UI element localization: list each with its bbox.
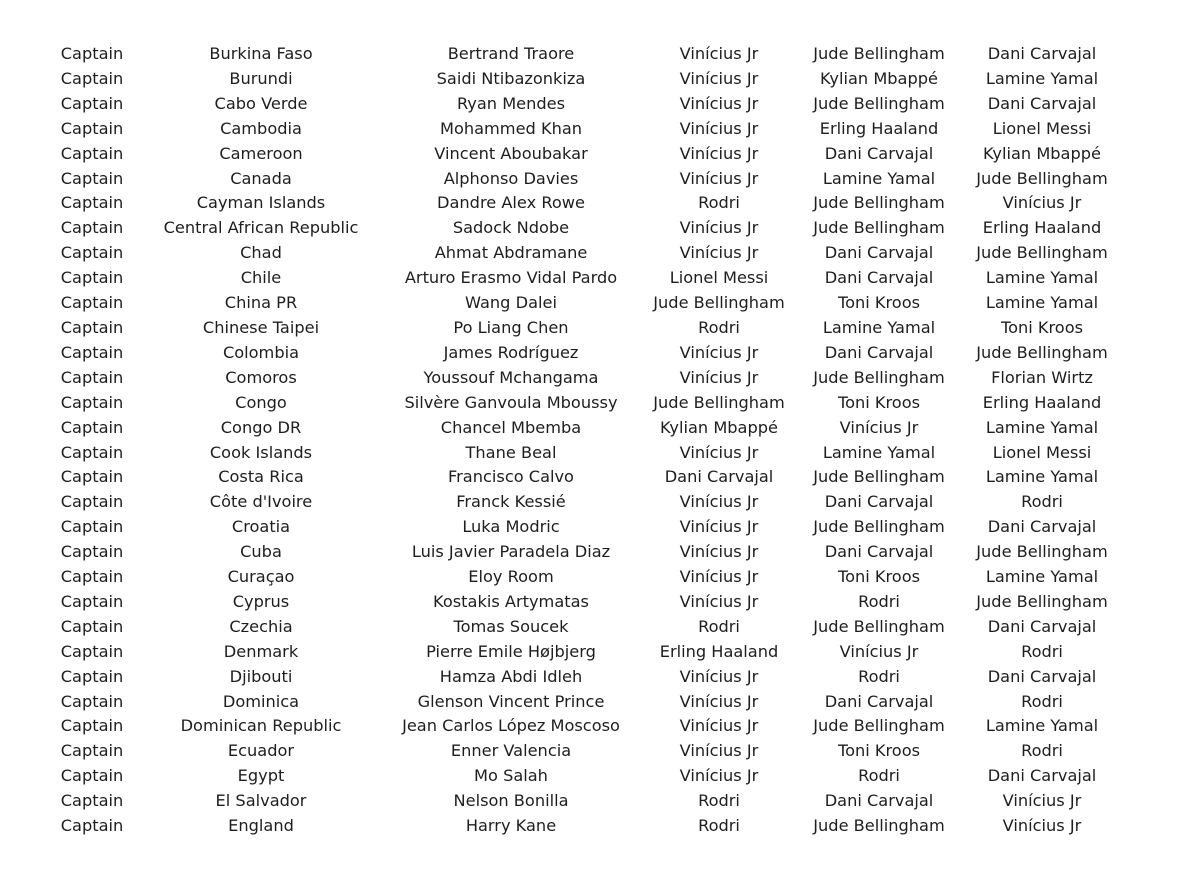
first-choice-cell: Vinícius Jr xyxy=(679,542,759,562)
country-cell: Burkina Faso xyxy=(209,44,313,63)
table-row xyxy=(50,615,1130,640)
first-choice-cell: Rodri xyxy=(698,791,740,811)
category-cell: Captain xyxy=(60,143,124,163)
table-row xyxy=(50,341,1130,366)
third-choice-cell: Lamine Yamal xyxy=(985,68,1099,88)
third-choice-cell: Jude Bellingham xyxy=(976,168,1108,188)
category-cell: Captain xyxy=(60,567,124,587)
third-choice-cell: Dani Carvajal xyxy=(987,616,1097,636)
first-choice-cell: Vinícius Jr xyxy=(679,666,759,686)
first-choice-cell: Jude Bellingham xyxy=(653,293,785,313)
third-choice-cell: Jude Bellingham xyxy=(976,342,1108,362)
voter-cell: Wang Dalei xyxy=(465,293,557,313)
table-row xyxy=(50,42,1130,67)
table-row xyxy=(50,515,1130,540)
country-cell: Cabo Verde xyxy=(214,93,308,113)
third-choice-cell: Kylian Mbappé xyxy=(982,143,1101,163)
first-choice-cell: Vinícius Jr xyxy=(679,691,759,711)
second-choice-cell: Dani Carvajal xyxy=(824,542,934,562)
table-row xyxy=(50,764,1130,789)
third-choice-cell: Jude Bellingham xyxy=(976,542,1108,562)
second-choice-cell: Dani Carvajal xyxy=(824,791,934,811)
third-choice-cell: Erling Haaland xyxy=(982,218,1102,238)
country-cell: Denmark xyxy=(223,641,299,661)
first-choice-cell: Erling Haaland xyxy=(659,641,779,661)
votes-table xyxy=(50,42,1130,839)
category-cell: Captain xyxy=(60,542,124,562)
second-choice-cell: Dani Carvajal xyxy=(824,691,934,711)
voter-cell: Luka Modric xyxy=(462,517,560,537)
third-choice-cell: Lamine Yamal xyxy=(985,567,1099,587)
third-choice-cell: Dani Carvajal xyxy=(987,666,1097,686)
third-choice-cell: Lamine Yamal xyxy=(985,268,1099,288)
category-cell: Captain xyxy=(60,591,124,611)
voter-cell: Glenson Vincent Prince xyxy=(417,691,605,711)
third-choice-cell: Rodri xyxy=(1021,492,1063,512)
country-cell: El Salvador xyxy=(215,791,307,811)
voter-cell: Vincent Aboubakar xyxy=(434,143,588,163)
second-choice-cell: Toni Kroos xyxy=(837,392,921,412)
first-choice-cell: Vinícius Jr xyxy=(679,68,759,88)
second-choice-cell: Jude Bellingham xyxy=(813,367,945,387)
second-choice-cell: Lamine Yamal xyxy=(822,168,936,188)
category-cell: Captain xyxy=(60,791,124,811)
voter-cell: Mo Salah xyxy=(474,766,548,786)
country-cell: Croatia xyxy=(231,517,291,537)
third-choice-cell: Lionel Messi xyxy=(992,442,1092,462)
third-choice-cell: Lamine Yamal xyxy=(985,716,1099,736)
third-choice-cell: Rodri xyxy=(1021,641,1063,661)
second-choice-cell: Dani Carvajal xyxy=(824,492,934,512)
voter-cell: Mohammed Khan xyxy=(439,118,583,138)
category-cell: Captain xyxy=(60,317,124,337)
voter-cell: Sadock Ndobe xyxy=(452,218,570,238)
table-row xyxy=(50,739,1130,764)
category-cell: Captain xyxy=(60,517,124,537)
country-cell: Chile xyxy=(240,268,282,288)
second-choice-cell: Jude Bellingham xyxy=(813,716,945,736)
table-row xyxy=(50,465,1130,490)
table-row xyxy=(50,565,1130,590)
first-choice-cell: Vinícius Jr xyxy=(679,93,759,113)
first-choice-cell: Rodri xyxy=(698,616,740,636)
voter-cell: Dandre Alex Rowe xyxy=(437,193,585,213)
second-choice-cell: Jude Bellingham xyxy=(813,517,945,537)
first-choice-cell: Rodri xyxy=(698,317,740,337)
voter-cell: Luis Javier Paradela Diaz xyxy=(411,542,611,562)
category-cell: Captain xyxy=(60,716,124,736)
category-cell: Captain xyxy=(60,691,124,711)
category-cell: Captain xyxy=(60,218,124,238)
voter-cell: Jean Carlos López Moscoso xyxy=(402,716,620,736)
second-choice-cell: Rodri xyxy=(858,666,900,686)
table-row xyxy=(50,291,1130,316)
voter-cell: Alphonso Davies xyxy=(443,168,579,188)
second-choice-cell: Jude Bellingham xyxy=(813,218,945,238)
table-row xyxy=(50,416,1130,441)
category-cell: Captain xyxy=(60,492,124,512)
table-row xyxy=(50,814,1130,839)
third-choice-cell: Vinícius Jr xyxy=(1002,193,1082,213)
category-cell: Captain xyxy=(60,816,124,836)
third-choice-cell: Erling Haaland xyxy=(982,392,1102,412)
country-cell: Chinese Taipei xyxy=(202,317,320,337)
table-row xyxy=(50,441,1130,466)
second-choice-cell: Vinícius Jr xyxy=(839,417,919,437)
second-choice-cell: Rodri xyxy=(858,766,900,786)
third-choice-cell: Dani Carvajal xyxy=(987,766,1097,786)
category-cell: Captain xyxy=(60,193,124,213)
third-choice-cell: Dani Carvajal xyxy=(987,93,1097,113)
voter-cell: Arturo Erasmo Vidal Pardo xyxy=(404,268,618,288)
votes-table-body xyxy=(50,42,1130,839)
voter-cell: Ryan Mendes xyxy=(456,93,566,113)
country-cell: Congo xyxy=(235,392,287,412)
third-choice-cell: Jude Bellingham xyxy=(976,591,1108,611)
third-choice-cell: Lamine Yamal xyxy=(985,467,1099,487)
third-choice-cell: Rodri xyxy=(1021,691,1063,711)
table-row xyxy=(50,366,1130,391)
second-choice-cell: Rodri xyxy=(858,591,900,611)
third-choice-cell: Dani Carvajal xyxy=(987,517,1097,537)
third-choice-cell: Vinícius Jr xyxy=(1002,816,1082,836)
country-cell: Canada xyxy=(230,168,292,188)
table-row xyxy=(50,590,1130,615)
first-choice-cell: Rodri xyxy=(698,193,740,213)
voter-cell: Eloy Room xyxy=(468,567,554,587)
table-row xyxy=(50,391,1130,416)
category-cell: Captain xyxy=(60,44,124,63)
category-cell: Captain xyxy=(60,342,124,362)
country-cell: Czechia xyxy=(229,616,293,636)
category-cell: Captain xyxy=(60,417,124,437)
first-choice-cell: Vinícius Jr xyxy=(679,44,759,63)
first-choice-cell: Vinícius Jr xyxy=(679,143,759,163)
voter-cell: Pierre Emile Højbjerg xyxy=(426,641,596,661)
category-cell: Captain xyxy=(60,268,124,288)
country-cell: Cyprus xyxy=(232,591,290,611)
first-choice-cell: Jude Bellingham xyxy=(653,392,785,412)
second-choice-cell: Jude Bellingham xyxy=(813,816,945,836)
voter-cell: Kostakis Artymatas xyxy=(433,591,589,611)
voter-cell: Thane Beal xyxy=(465,442,557,462)
category-cell: Captain xyxy=(60,392,124,412)
country-cell: Central African Republic xyxy=(163,218,359,238)
category-cell: Captain xyxy=(60,641,124,661)
country-cell: Costa Rica xyxy=(218,467,304,487)
country-cell: Cambodia xyxy=(220,118,302,138)
third-choice-cell: Toni Kroos xyxy=(1000,317,1084,337)
third-choice-cell: Lamine Yamal xyxy=(985,293,1099,313)
third-choice-cell: Vinícius Jr xyxy=(1002,791,1082,811)
table-row xyxy=(50,142,1130,167)
country-cell: England xyxy=(228,816,294,836)
third-choice-cell: Florian Wirtz xyxy=(991,367,1093,387)
second-choice-cell: Lamine Yamal xyxy=(822,442,936,462)
country-cell: Cayman Islands xyxy=(196,193,326,213)
table-row xyxy=(50,490,1130,515)
table-row xyxy=(50,92,1130,117)
first-choice-cell: Vinícius Jr xyxy=(679,766,759,786)
country-cell: Curaçao xyxy=(227,567,295,587)
second-choice-cell: Kylian Mbappé xyxy=(819,68,938,88)
table-row xyxy=(50,241,1130,266)
third-choice-cell: Rodri xyxy=(1021,741,1063,761)
country-cell: Chad xyxy=(240,243,282,263)
second-choice-cell: Jude Bellingham xyxy=(813,93,945,113)
table-row xyxy=(50,316,1130,341)
third-choice-cell: Lamine Yamal xyxy=(985,417,1099,437)
voter-cell: Saidi Ntibazonkiza xyxy=(436,68,586,88)
first-choice-cell: Vinícius Jr xyxy=(679,741,759,761)
voter-cell: Youssouf Mchangama xyxy=(423,367,599,387)
third-choice-cell: Lionel Messi xyxy=(992,118,1092,138)
country-cell: Cameroon xyxy=(219,143,303,163)
voter-cell: Ahmat Abdramane xyxy=(434,243,588,263)
voter-cell: Bertrand Traore xyxy=(447,44,575,63)
first-choice-cell: Vinícius Jr xyxy=(679,168,759,188)
second-choice-cell: Dani Carvajal xyxy=(824,342,934,362)
table-row xyxy=(50,789,1130,814)
first-choice-cell: Lionel Messi xyxy=(669,268,769,288)
category-cell: Captain xyxy=(60,293,124,313)
category-cell: Captain xyxy=(60,367,124,387)
second-choice-cell: Dani Carvajal xyxy=(824,243,934,263)
table-row xyxy=(50,167,1130,192)
country-cell: Egypt xyxy=(237,766,285,786)
voter-cell: Harry Kane xyxy=(465,816,557,836)
voter-cell: Francisco Calvo xyxy=(448,467,574,487)
second-choice-cell: Lamine Yamal xyxy=(822,317,936,337)
country-cell: Congo DR xyxy=(220,417,302,437)
second-choice-cell: Jude Bellingham xyxy=(813,467,945,487)
first-choice-cell: Rodri xyxy=(698,816,740,836)
voter-cell: Po Liang Chen xyxy=(453,317,569,337)
country-cell: Colombia xyxy=(222,342,300,362)
category-cell: Captain xyxy=(60,243,124,263)
country-cell: Dominican Republic xyxy=(180,716,342,736)
first-choice-cell: Kylian Mbappé xyxy=(659,417,778,437)
table-row xyxy=(50,266,1130,291)
table-row xyxy=(50,191,1130,216)
category-cell: Captain xyxy=(60,68,124,88)
first-choice-cell: Vinícius Jr xyxy=(679,716,759,736)
category-cell: Captain xyxy=(60,93,124,113)
country-cell: China PR xyxy=(224,293,298,313)
second-choice-cell: Jude Bellingham xyxy=(813,193,945,213)
table-row xyxy=(50,540,1130,565)
first-choice-cell: Vinícius Jr xyxy=(679,118,759,138)
table-row xyxy=(50,117,1130,142)
voter-cell: Nelson Bonilla xyxy=(453,791,569,811)
first-choice-cell: Vinícius Jr xyxy=(679,367,759,387)
table-row xyxy=(50,714,1130,739)
table-row xyxy=(50,640,1130,665)
third-choice-cell: Dani Carvajal xyxy=(987,44,1097,63)
category-cell: Captain xyxy=(60,168,124,188)
country-cell: Côte d'Ivoire xyxy=(209,492,313,512)
first-choice-cell: Vinícius Jr xyxy=(679,517,759,537)
country-cell: Cook Islands xyxy=(209,442,313,462)
second-choice-cell: Toni Kroos xyxy=(837,741,921,761)
category-cell: Captain xyxy=(60,741,124,761)
category-cell: Captain xyxy=(60,118,124,138)
category-cell: Captain xyxy=(60,766,124,786)
voter-cell: Hamza Abdi Idleh xyxy=(439,666,583,686)
country-cell: Ecuador xyxy=(227,741,295,761)
category-cell: Captain xyxy=(60,616,124,636)
second-choice-cell: Jude Bellingham xyxy=(813,44,945,63)
voter-cell: Tomas Soucek xyxy=(453,616,569,636)
category-cell: Captain xyxy=(60,467,124,487)
first-choice-cell: Vinícius Jr xyxy=(679,442,759,462)
first-choice-cell: Vinícius Jr xyxy=(679,243,759,263)
voter-cell: Chancel Mbemba xyxy=(440,417,582,437)
country-cell: Djibouti xyxy=(229,666,293,686)
country-cell: Cuba xyxy=(240,542,282,562)
second-choice-cell: Vinícius Jr xyxy=(839,641,919,661)
first-choice-cell: Vinícius Jr xyxy=(679,218,759,238)
second-choice-cell: Dani Carvajal xyxy=(824,268,934,288)
voter-cell: James Rodríguez xyxy=(443,342,579,362)
second-choice-cell: Jude Bellingham xyxy=(813,616,945,636)
voter-cell: Franck Kessié xyxy=(456,492,566,512)
first-choice-cell: Dani Carvajal xyxy=(664,467,774,487)
third-choice-cell: Jude Bellingham xyxy=(976,243,1108,263)
table-row xyxy=(50,67,1130,92)
table-row xyxy=(50,216,1130,241)
table-row xyxy=(50,665,1130,690)
second-choice-cell: Dani Carvajal xyxy=(824,143,934,163)
category-cell: Captain xyxy=(60,442,124,462)
first-choice-cell: Vinícius Jr xyxy=(679,492,759,512)
category-cell: Captain xyxy=(60,666,124,686)
second-choice-cell: Toni Kroos xyxy=(837,293,921,313)
country-cell: Dominica xyxy=(222,691,300,711)
first-choice-cell: Vinícius Jr xyxy=(679,591,759,611)
voter-cell: Enner Valencia xyxy=(450,741,572,761)
country-cell: Comoros xyxy=(225,367,297,387)
second-choice-cell: Erling Haaland xyxy=(819,118,939,138)
second-choice-cell: Toni Kroos xyxy=(837,567,921,587)
first-choice-cell: Vinícius Jr xyxy=(679,567,759,587)
country-cell: Burundi xyxy=(229,68,293,88)
voter-cell: Silvère Ganvoula Mboussy xyxy=(404,392,618,412)
first-choice-cell: Vinícius Jr xyxy=(679,342,759,362)
table-row xyxy=(50,690,1130,715)
